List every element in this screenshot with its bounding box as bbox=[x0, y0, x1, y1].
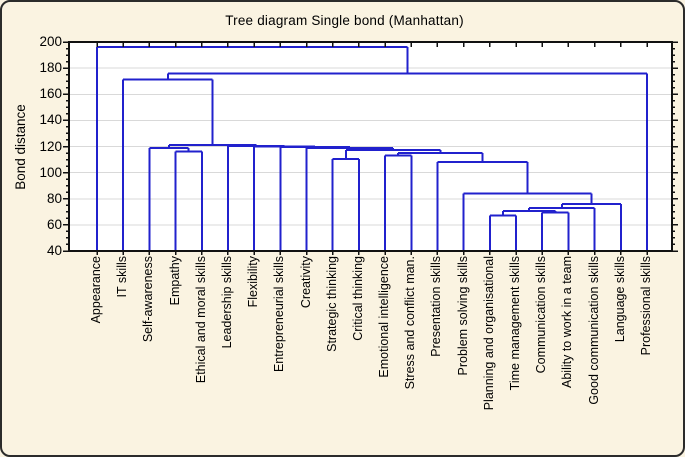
x-axis-leaf-label: Problem solving skills bbox=[455, 256, 470, 376]
x-axis-leaf-label: Time management skills bbox=[508, 256, 523, 391]
x-axis-leaf-label: Creativity bbox=[298, 256, 313, 309]
y-axis-tick-label: 40 bbox=[46, 243, 62, 258]
x-axis-leaf-label: Empathy bbox=[167, 256, 182, 306]
y-axis-label: Bond distance bbox=[13, 104, 28, 190]
y-axis-tick-label: 200 bbox=[39, 34, 62, 49]
x-axis-leaf-label: Emotional intelligence bbox=[377, 256, 392, 378]
dendrogram-plot bbox=[2, 2, 685, 457]
y-axis-tick-label: 120 bbox=[39, 138, 62, 154]
y-axis-tick-label: 180 bbox=[39, 60, 62, 76]
y-axis-tick-label: 160 bbox=[39, 86, 62, 102]
y-axis-tick-label: 80 bbox=[46, 190, 62, 206]
x-axis-leaf-label: Self-awareness bbox=[141, 256, 156, 343]
x-axis-leaf-label: Strategic thinking bbox=[324, 256, 339, 352]
x-axis-leaf-label: Good communication skills bbox=[586, 256, 601, 405]
y-axis-tick-label: 60 bbox=[46, 216, 62, 232]
x-axis-leaf-label: IT skills bbox=[115, 256, 130, 298]
x-axis-leaf-label: Entrepreneurial skills bbox=[272, 256, 287, 373]
x-axis-leaf-label: Language skills bbox=[612, 256, 627, 343]
x-axis-leaf-label: Stress and conflict man. bbox=[403, 256, 418, 390]
x-axis-leaf-label: Flexibility bbox=[246, 256, 261, 308]
x-axis-leaf-label: Ethical and moral skills bbox=[193, 256, 208, 384]
chart-title: Tree diagram Single bond (Manhattan) bbox=[225, 13, 464, 28]
x-axis-leaf-label: Ability to work in a team bbox=[560, 256, 575, 388]
x-axis-leaf-label: Leadership skills bbox=[219, 256, 234, 349]
x-axis-leaf-label: Planning and organisational bbox=[481, 256, 496, 411]
x-axis-leaf-label: Critical thinking bbox=[350, 256, 365, 341]
x-axis-leaf-label: Appearance bbox=[89, 256, 103, 324]
y-axis-tick-label: 100 bbox=[39, 164, 62, 180]
x-axis-leaf-label: Communication skills bbox=[534, 256, 549, 374]
x-axis-leaf-label: Presentation skills bbox=[429, 256, 444, 357]
y-axis-tick-label: 140 bbox=[39, 112, 62, 128]
x-axis-leaf-label: Professional skills bbox=[639, 256, 653, 356]
